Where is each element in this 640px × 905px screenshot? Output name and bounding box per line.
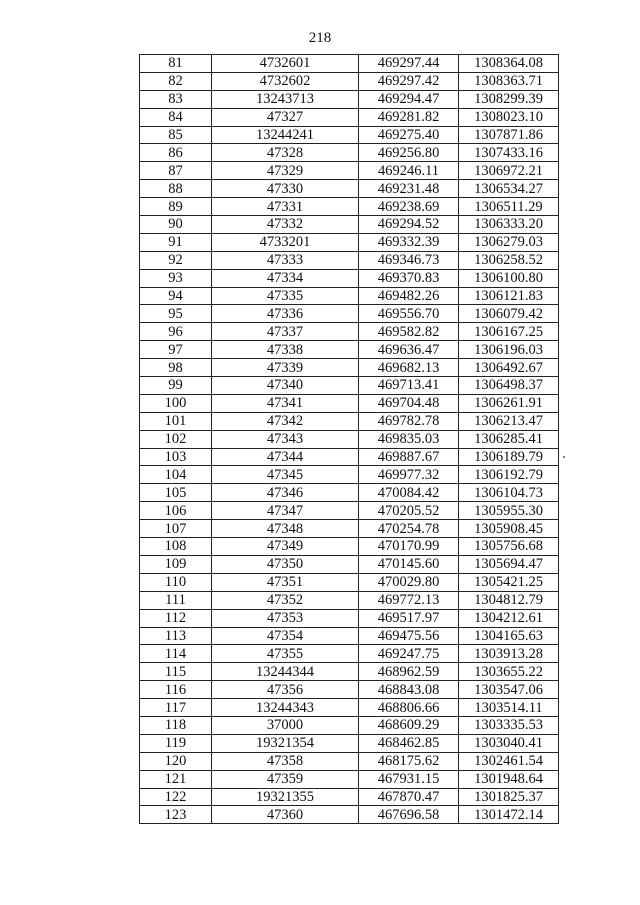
row-number-cell: 97 — [140, 341, 212, 359]
row-number-cell: 114 — [140, 645, 212, 663]
table-row — [140, 716, 559, 734]
y-coordinate-cell: 1303514.11 — [459, 699, 559, 717]
y-coordinate-cell: 1306189.79 — [459, 448, 559, 466]
table-row — [140, 55, 559, 73]
x-coordinate-cell: 468175.62 — [359, 752, 459, 770]
x-coordinate-cell: 469475.56 — [359, 627, 459, 645]
table-row — [140, 287, 559, 305]
row-number-cell: 86 — [140, 144, 212, 162]
x-coordinate-cell: 469636.47 — [359, 341, 459, 359]
table-row — [140, 216, 559, 234]
point-id-cell: 47343 — [212, 430, 359, 448]
point-id-cell: 47352 — [212, 591, 359, 609]
table-row — [140, 180, 559, 198]
table-row — [140, 681, 559, 699]
table-row — [140, 251, 559, 269]
row-number-cell: 123 — [140, 806, 212, 824]
point-id-cell: 13244343 — [212, 699, 359, 717]
row-number-cell: 88 — [140, 180, 212, 198]
row-number-cell: 93 — [140, 269, 212, 287]
x-coordinate-cell: 469275.40 — [359, 126, 459, 144]
table-row — [140, 520, 559, 538]
table-row — [140, 305, 559, 323]
table-row — [140, 430, 559, 448]
x-coordinate-cell: 467870.47 — [359, 788, 459, 806]
row-number-cell: 121 — [140, 770, 212, 788]
y-coordinate-cell: 1303913.28 — [459, 645, 559, 663]
point-id-cell: 47342 — [212, 412, 359, 430]
row-number-cell: 83 — [140, 90, 212, 108]
x-coordinate-cell: 469835.03 — [359, 430, 459, 448]
x-coordinate-cell: 469682.13 — [359, 359, 459, 377]
point-id-cell: 47351 — [212, 573, 359, 591]
point-id-cell: 47336 — [212, 305, 359, 323]
y-coordinate-cell: 1303547.06 — [459, 681, 559, 699]
row-number-cell: 107 — [140, 520, 212, 538]
point-id-cell: 47340 — [212, 377, 359, 395]
y-coordinate-cell: 1301948.64 — [459, 770, 559, 788]
x-coordinate-cell: 469556.70 — [359, 305, 459, 323]
x-coordinate-cell: 469713.41 — [359, 377, 459, 395]
point-id-cell: 47335 — [212, 287, 359, 305]
row-number-cell: 95 — [140, 305, 212, 323]
x-coordinate-cell: 467931.15 — [359, 770, 459, 788]
point-id-cell: 47347 — [212, 502, 359, 520]
table-row — [140, 323, 559, 341]
y-coordinate-cell: 1307433.16 — [459, 144, 559, 162]
table-row — [140, 377, 559, 395]
point-id-cell: 13244344 — [212, 663, 359, 681]
point-id-cell: 13244241 — [212, 126, 359, 144]
point-id-cell: 47354 — [212, 627, 359, 645]
table-row — [140, 269, 559, 287]
point-id-cell: 47359 — [212, 770, 359, 788]
y-coordinate-cell: 1304812.79 — [459, 591, 559, 609]
y-coordinate-cell: 1306196.03 — [459, 341, 559, 359]
x-coordinate-cell: 469231.48 — [359, 180, 459, 198]
x-coordinate-cell: 468962.59 — [359, 663, 459, 681]
y-coordinate-cell: 1303335.53 — [459, 716, 559, 734]
x-coordinate-cell: 469887.67 — [359, 448, 459, 466]
y-coordinate-cell: 1306100.80 — [459, 269, 559, 287]
y-coordinate-cell: 1306279.03 — [459, 233, 559, 251]
row-number-cell: 102 — [140, 430, 212, 448]
y-coordinate-cell: 1308364.08 — [459, 55, 559, 73]
row-number-cell: 119 — [140, 734, 212, 752]
table-row — [140, 699, 559, 717]
y-coordinate-cell: 1304165.63 — [459, 627, 559, 645]
x-coordinate-cell: 469782.78 — [359, 412, 459, 430]
coordinates-table — [139, 54, 559, 824]
table-body — [140, 55, 559, 824]
x-coordinate-cell: 469256.80 — [359, 144, 459, 162]
table-row — [140, 734, 559, 752]
row-number-cell: 98 — [140, 359, 212, 377]
point-id-cell: 19321354 — [212, 734, 359, 752]
table-row — [140, 770, 559, 788]
y-coordinate-cell: 1305955.30 — [459, 502, 559, 520]
point-id-cell: 47344 — [212, 448, 359, 466]
y-coordinate-cell: 1305756.68 — [459, 538, 559, 556]
x-coordinate-cell: 469482.26 — [359, 287, 459, 305]
row-number-cell: 84 — [140, 108, 212, 126]
row-number-cell: 96 — [140, 323, 212, 341]
y-coordinate-cell: 1308023.10 — [459, 108, 559, 126]
y-coordinate-cell: 1302461.54 — [459, 752, 559, 770]
y-coordinate-cell: 1306261.91 — [459, 394, 559, 412]
point-id-cell: 47331 — [212, 198, 359, 216]
point-id-cell: 4732601 — [212, 55, 359, 73]
row-number-cell: 90 — [140, 216, 212, 234]
x-coordinate-cell: 469370.83 — [359, 269, 459, 287]
point-id-cell: 13243713 — [212, 90, 359, 108]
point-id-cell: 47330 — [212, 180, 359, 198]
y-coordinate-cell: 1308299.39 — [459, 90, 559, 108]
table-row — [140, 645, 559, 663]
x-coordinate-cell: 469247.75 — [359, 645, 459, 663]
point-id-cell: 19321355 — [212, 788, 359, 806]
row-number-cell: 105 — [140, 484, 212, 502]
row-number-cell: 110 — [140, 573, 212, 591]
row-number-cell: 115 — [140, 663, 212, 681]
table-row — [140, 752, 559, 770]
point-id-cell: 47332 — [212, 216, 359, 234]
y-coordinate-cell: 1306972.21 — [459, 162, 559, 180]
row-number-cell: 122 — [140, 788, 212, 806]
y-coordinate-cell: 1303655.22 — [459, 663, 559, 681]
x-coordinate-cell: 468843.08 — [359, 681, 459, 699]
row-number-cell: 116 — [140, 681, 212, 699]
x-coordinate-cell: 469238.69 — [359, 198, 459, 216]
y-coordinate-cell: 1306534.27 — [459, 180, 559, 198]
point-id-cell: 47346 — [212, 484, 359, 502]
point-id-cell: 47339 — [212, 359, 359, 377]
point-id-cell: 47329 — [212, 162, 359, 180]
point-id-cell: 47360 — [212, 806, 359, 824]
point-id-cell: 47349 — [212, 538, 359, 556]
y-coordinate-cell: 1306333.20 — [459, 216, 559, 234]
row-number-cell: 100 — [140, 394, 212, 412]
point-id-cell: 47350 — [212, 555, 359, 573]
table-row — [140, 72, 559, 90]
table-row — [140, 90, 559, 108]
point-id-cell: 47334 — [212, 269, 359, 287]
x-coordinate-cell: 469772.13 — [359, 591, 459, 609]
table-row — [140, 788, 559, 806]
x-coordinate-cell: 469704.48 — [359, 394, 459, 412]
table-row — [140, 555, 559, 573]
table-row — [140, 341, 559, 359]
y-coordinate-cell: 1306511.29 — [459, 198, 559, 216]
x-coordinate-cell: 468806.66 — [359, 699, 459, 717]
row-number-cell: 92 — [140, 251, 212, 269]
row-number-cell: 108 — [140, 538, 212, 556]
table-row — [140, 609, 559, 627]
row-number-cell: 104 — [140, 466, 212, 484]
table-row — [140, 502, 559, 520]
y-coordinate-cell: 1308363.71 — [459, 72, 559, 90]
row-number-cell: 81 — [140, 55, 212, 73]
x-coordinate-cell: 469517.97 — [359, 609, 459, 627]
table-row — [140, 412, 559, 430]
x-coordinate-cell: 469294.47 — [359, 90, 459, 108]
row-number-cell: 99 — [140, 377, 212, 395]
table-row — [140, 233, 559, 251]
table-row — [140, 359, 559, 377]
table-row — [140, 162, 559, 180]
x-coordinate-cell: 469346.73 — [359, 251, 459, 269]
y-coordinate-cell: 1306492.67 — [459, 359, 559, 377]
point-id-cell: 47358 — [212, 752, 359, 770]
row-number-cell: 117 — [140, 699, 212, 717]
y-coordinate-cell: 1303040.41 — [459, 734, 559, 752]
row-number-cell: 109 — [140, 555, 212, 573]
row-number-cell: 91 — [140, 233, 212, 251]
y-coordinate-cell: 1304212.61 — [459, 609, 559, 627]
table-row — [140, 663, 559, 681]
y-coordinate-cell: 1306192.79 — [459, 466, 559, 484]
point-id-cell: 47353 — [212, 609, 359, 627]
y-coordinate-cell: 1301825.37 — [459, 788, 559, 806]
row-number-cell: 101 — [140, 412, 212, 430]
x-coordinate-cell: 469294.52 — [359, 216, 459, 234]
y-coordinate-cell: 1305694.47 — [459, 555, 559, 573]
x-coordinate-cell: 469281.82 — [359, 108, 459, 126]
table-row — [140, 627, 559, 645]
table-row — [140, 394, 559, 412]
y-coordinate-cell: 1306079.42 — [459, 305, 559, 323]
y-coordinate-cell: 1306167.25 — [459, 323, 559, 341]
point-id-cell: 47355 — [212, 645, 359, 663]
x-coordinate-cell: 469977.32 — [359, 466, 459, 484]
x-coordinate-cell: 470029.80 — [359, 573, 459, 591]
x-coordinate-cell: 468462.85 — [359, 734, 459, 752]
point-id-cell: 47348 — [212, 520, 359, 538]
y-coordinate-cell: 1305421.25 — [459, 573, 559, 591]
point-id-cell: 47328 — [212, 144, 359, 162]
table-row — [140, 591, 559, 609]
row-number-cell: 87 — [140, 162, 212, 180]
row-number-cell: 89 — [140, 198, 212, 216]
page-number: 218 — [308, 30, 332, 46]
x-coordinate-cell: 470170.99 — [359, 538, 459, 556]
y-coordinate-cell: 1306285.41 — [459, 430, 559, 448]
row-number-cell: 106 — [140, 502, 212, 520]
x-coordinate-cell: 470145.60 — [359, 555, 459, 573]
point-id-cell: 4733201 — [212, 233, 359, 251]
y-coordinate-cell: 1306258.52 — [459, 251, 559, 269]
row-number-cell: 118 — [140, 716, 212, 734]
y-coordinate-cell: 1301472.14 — [459, 806, 559, 824]
row-number-cell: 113 — [140, 627, 212, 645]
y-coordinate-cell: 1306213.47 — [459, 412, 559, 430]
y-coordinate-cell: 1307871.86 — [459, 126, 559, 144]
x-coordinate-cell: 469297.42 — [359, 72, 459, 90]
row-number-cell: 120 — [140, 752, 212, 770]
x-coordinate-cell: 469332.39 — [359, 233, 459, 251]
x-coordinate-cell: 470084.42 — [359, 484, 459, 502]
x-coordinate-cell: 467696.58 — [359, 806, 459, 824]
row-number-cell: 94 — [140, 287, 212, 305]
row-number-cell: 85 — [140, 126, 212, 144]
point-id-cell: 37000 — [212, 716, 359, 734]
table-row — [140, 198, 559, 216]
point-id-cell: 47327 — [212, 108, 359, 126]
table-row — [140, 448, 559, 466]
table-row — [140, 484, 559, 502]
x-coordinate-cell: 469246.11 — [359, 162, 459, 180]
scan-speck — [563, 456, 565, 458]
point-id-cell: 47345 — [212, 466, 359, 484]
row-number-cell: 112 — [140, 609, 212, 627]
y-coordinate-cell: 1305908.45 — [459, 520, 559, 538]
point-id-cell: 47356 — [212, 681, 359, 699]
table-row — [140, 144, 559, 162]
table-row — [140, 573, 559, 591]
x-coordinate-cell: 470254.78 — [359, 520, 459, 538]
x-coordinate-cell: 470205.52 — [359, 502, 459, 520]
point-id-cell: 47337 — [212, 323, 359, 341]
x-coordinate-cell: 469582.82 — [359, 323, 459, 341]
table-row — [140, 806, 559, 824]
point-id-cell: 47341 — [212, 394, 359, 412]
row-number-cell: 82 — [140, 72, 212, 90]
row-number-cell: 103 — [140, 448, 212, 466]
y-coordinate-cell: 1306121.83 — [459, 287, 559, 305]
table-row — [140, 538, 559, 556]
y-coordinate-cell: 1306498.37 — [459, 377, 559, 395]
row-number-cell: 111 — [140, 591, 212, 609]
y-coordinate-cell: 1306104.73 — [459, 484, 559, 502]
x-coordinate-cell: 469297.44 — [359, 55, 459, 73]
table-row — [140, 126, 559, 144]
point-id-cell: 47333 — [212, 251, 359, 269]
point-id-cell: 47338 — [212, 341, 359, 359]
point-id-cell: 4732602 — [212, 72, 359, 90]
table-row — [140, 466, 559, 484]
table-row — [140, 108, 559, 126]
x-coordinate-cell: 468609.29 — [359, 716, 459, 734]
